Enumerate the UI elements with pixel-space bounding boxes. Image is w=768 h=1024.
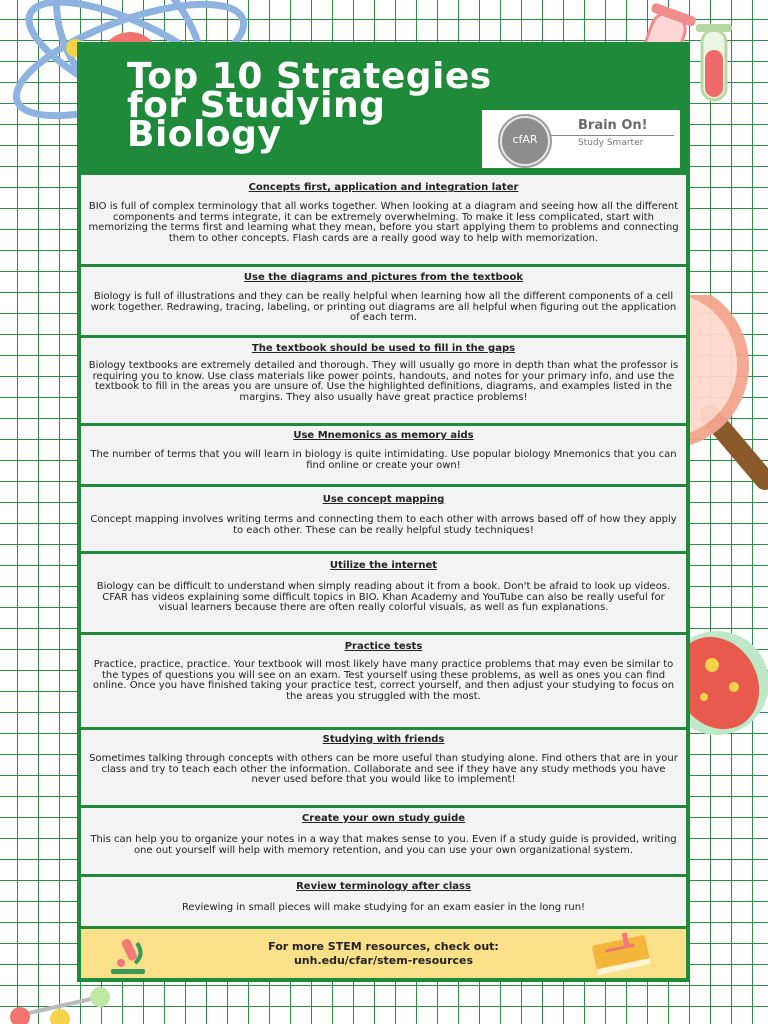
title-line: Top 10 Strategies: [127, 56, 492, 97]
section-heading: Use the diagrams and pictures from the textbook: [243, 272, 524, 283]
section-heading: Utilize the internet: [329, 560, 438, 571]
section-practice-tests: [81, 635, 686, 727]
section-textbook: [81, 338, 686, 423]
section-heading: The textbook should be used to fill in the gaps: [251, 343, 516, 354]
section-body: Concept mapping involves writing terms and connecting them to each other with arrows based off of how they apply to each other. These can be really helpful study techniques!: [90, 514, 677, 536]
section-diagrams: [81, 267, 686, 335]
section-concepts: [81, 175, 686, 264]
title-line: Biology: [127, 114, 282, 155]
section-heading: Use Mnemonics as memory aids: [293, 430, 474, 441]
section-heading: Practice tests: [344, 641, 423, 652]
molecule-icon: [0, 985, 170, 1024]
section-internet: [81, 554, 686, 632]
brand-name: Brain On!: [578, 118, 648, 133]
section-study-guide: [81, 808, 686, 874]
section-heading: Review terminology after class: [296, 881, 471, 892]
section-heading: Use concept mapping: [322, 494, 445, 505]
footer-text: For more STEM resources, check out:: [268, 940, 499, 953]
section-friends: [81, 730, 686, 805]
section-body: Biology can be difficult to understand when simply reading about it from a book. Don't be afraid to look up videos. CFAR has videos explaining some difficult topics in BIO. Khan Academy and YouTube can also be really useful for visual learners because there are often really colorful visuals, as well as fun explanations.: [96, 581, 671, 614]
section-body: This can help you to organize your notes in a way that makes sense to you. Even if a study guide is provided, writing one out yourself will help with memory retention, and you can use your own organizational system.: [90, 834, 677, 856]
section-body: Reviewing in small pieces will make studying for an exam easier in the long run!: [181, 902, 586, 913]
section-heading: Create your own study guide: [301, 813, 466, 824]
section-body: Practice, practice, practice. Your textbook will most likely have many practice problems that may even be similar to the types of questions you will see on an exam. Test yourself using these problems, as well as ones you can find online. Once you have finished taking your practice test, correct yourself, and then adjust your studying to focus on the areas you struggled with the most.: [92, 659, 675, 702]
section-review: [81, 877, 686, 926]
section-body: The number of terms that you will learn in biology is quite intimidating. Use popular biology Mnemonics that you can find online or create your own!: [90, 449, 677, 471]
footer: [81, 929, 686, 978]
footer-link[interactable]: unh.edu/cfar/stem-resources: [293, 954, 474, 967]
poster: [77, 42, 690, 982]
logo: [482, 110, 680, 168]
section-body: Sometimes talking through concepts with others can be more useful than studying alone. Find others that are in your class and try to teach each other the information. Collaborate and see if they have any study methods you have never used before that you would like to implement!: [89, 753, 678, 786]
section-concept-mapping: [81, 487, 686, 551]
section-body: Biology textbooks are extremely detailed and thorough. They will usually go more in depth than what the professor is requiring you to know. Use class materials like power points, handouts, and notes for your primary info, and use the textbook to fill in the areas you are unsure of. Use the highlighted definitions, diagrams, and examples listed in the margins. They also usually have great practice problems!: [88, 360, 679, 403]
logo-divider: [550, 135, 674, 136]
book-icon: [586, 932, 656, 976]
section-mnemonics: [81, 426, 686, 484]
logo-mark: cfAR: [512, 133, 538, 146]
brand-tagline: Study Smarter: [578, 138, 644, 148]
header: [77, 42, 690, 172]
section-body: Biology is full of illustrations and they can be really helpful when learning how all the different components of a cell work together. Redrawing, tracing, labeling, or printing out diagrams are all helpful when figuring out the application of each term.: [90, 291, 677, 324]
logo-circle-icon: [500, 116, 550, 166]
section-heading: Studying with friends: [322, 734, 445, 745]
title-line: for Studying: [127, 85, 386, 126]
section-body: BIO is full of complex terminology that all works together. When looking at a diagram and seeing how all the different components and terms integrate, it can be extremely overwhelming. To make it less complicated, start with memorizing the terms first and learning what they mean, before you start applying them to problems and connecting them to other concepts. Flash cards are a really good way to help with memorization.: [88, 201, 679, 244]
section-heading: Concepts first, application and integration later: [248, 182, 519, 193]
